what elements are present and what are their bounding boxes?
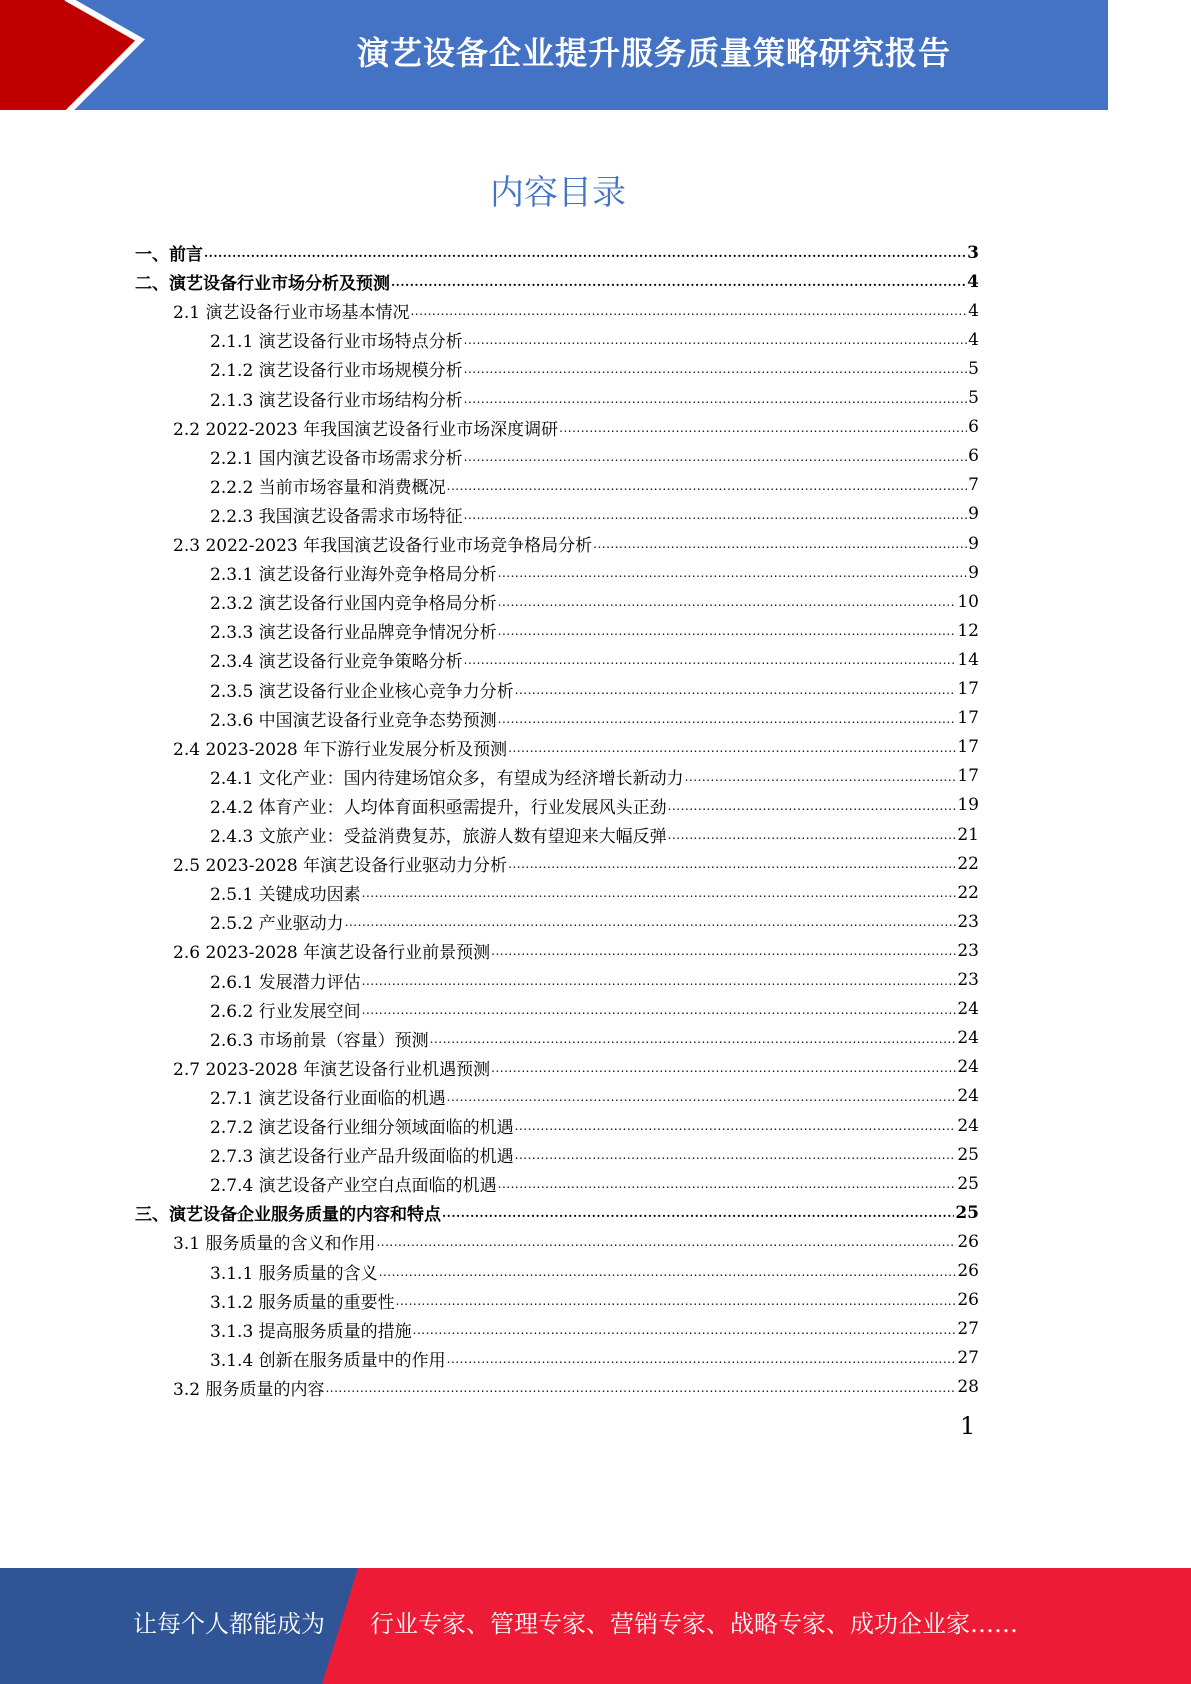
toc-leader-dots (559, 421, 967, 442)
toc-entry[interactable] (210, 1344, 979, 1373)
toc-leader-dots (498, 566, 968, 587)
toc-entry[interactable] (173, 849, 979, 878)
toc-entry-page: 4 (967, 271, 979, 292)
toc-entry-page: 27 (957, 1348, 979, 1369)
toc-entry-page: 17 (957, 708, 979, 729)
toc-entry-label: 2.2.3 我国演艺设备需求市场特征 (210, 506, 463, 527)
toc-entry[interactable] (210, 442, 979, 471)
toc-entry-page: 17 (957, 737, 979, 758)
toc-leader-dots (413, 1323, 957, 1344)
toc-entry[interactable] (210, 1169, 979, 1198)
toc-entry-label: 2.3 2022-2023 年我国演艺设备行业市场竞争格局分析 (173, 536, 593, 556)
toc-entry[interactable] (210, 325, 979, 354)
toc-entry-label: 2.4.2 体育产业：人均体育面积亟需提升，行业发展风头正劲 (210, 797, 667, 818)
toc-entry-label: 三、演艺设备企业服务质量的内容和特点 (135, 1205, 441, 1226)
toc-entry-page: 9 (968, 562, 979, 583)
toc-entry[interactable] (135, 238, 979, 267)
report-title: 演艺设备企业提升服务质量策略研究报告 (356, 34, 951, 72)
toc-leader-dots (491, 1061, 956, 1082)
toc-entry-label: 2.7.3 演艺设备行业产品升级面临的机遇 (210, 1147, 514, 1168)
toc-leader-dots (464, 508, 968, 529)
toc-leader-dots (498, 624, 957, 645)
toc-leader-dots (410, 304, 967, 325)
toc-entry-label: 2.6.1 发展潜力评估 (210, 972, 361, 993)
toc-entry-page: 9 (968, 504, 979, 525)
toc-entry[interactable] (210, 471, 979, 500)
toc-entry-page: 6 (968, 417, 979, 438)
toc-entry-page: 24 (957, 999, 979, 1020)
toc-leader-dots (447, 479, 968, 500)
toc-entry[interactable] (210, 820, 979, 849)
toc-entry-label: 2.3.2 演艺设备行业国内竞争格局分析 (210, 594, 497, 615)
toc-entry-page: 24 (957, 1115, 979, 1136)
toc-entry-label: 2.4.1 文化产业：国内待建场馆众多，有望成为经济增长新动力 (210, 768, 684, 789)
toc-entry-page: 3 (967, 242, 979, 263)
toc-entry-page: 5 (968, 388, 979, 408)
toc-leader-dots (464, 392, 968, 413)
toc-entry[interactable] (173, 529, 979, 558)
toc-heading (0, 165, 1191, 214)
toc-entry[interactable] (210, 675, 979, 704)
toc-leader-dots (325, 1381, 956, 1402)
toc-entry-label: 2.4 2023-2028 年下游行业发展分析及预测 (173, 739, 508, 760)
toc-entry[interactable] (210, 1111, 979, 1140)
toc-entry[interactable] (210, 762, 979, 791)
toc-entry-label: 2.6.2 行业发展空间 (210, 1001, 361, 1022)
toc-heading-text: 内容目录 (490, 173, 626, 213)
toc-entry-label: 二、演艺设备行业市场分析及预测 (135, 274, 390, 295)
toc-leader-dots (396, 1294, 957, 1315)
toc-leader-dots (515, 1119, 957, 1140)
toc-entry-label: 2.1.1 演艺设备行业市场特点分析 (210, 332, 463, 353)
toc-entry-label: 2.7.4 演艺设备产业空白点面临的机遇 (210, 1176, 497, 1197)
toc-entry[interactable] (135, 1198, 979, 1227)
toc-leader-dots (668, 799, 957, 820)
toc-entry-page: 17 (957, 766, 979, 787)
toc-entry-label: 2.5 2023-2028 年演艺设备行业驱动力分析 (173, 856, 508, 877)
toc-entry[interactable] (210, 587, 979, 616)
toc-leader-dots (362, 886, 957, 907)
toc-entry-label: 2.2 2022-2023 年我国演艺设备行业市场深度调研 (173, 419, 559, 440)
toc-entry-page: 4 (968, 300, 979, 321)
toc-leader-dots (391, 275, 966, 296)
toc-leader-dots (447, 1090, 957, 1111)
toc-entry[interactable] (173, 936, 979, 965)
toc-leader-dots (515, 1148, 957, 1169)
toc-leader-dots (508, 857, 956, 878)
toc-entry-label: 2.7.1 演艺设备行业面临的机遇 (210, 1088, 446, 1109)
toc-entry-label: 2.7.2 演艺设备行业细分领域面临的机遇 (210, 1118, 514, 1138)
toc-leader-dots (464, 362, 968, 383)
toc-leader-dots (464, 653, 957, 674)
toc-leader-dots (362, 974, 957, 995)
toc-leader-dots (593, 537, 967, 558)
toc-entry-page: 24 (957, 1057, 979, 1078)
toc-entry[interactable] (173, 733, 979, 762)
toc-entry[interactable] (210, 878, 979, 907)
toc-entry[interactable] (210, 1257, 979, 1286)
toc-entry[interactable] (210, 384, 979, 413)
toc-entry-page: 27 (957, 1319, 979, 1340)
toc-entry-label: 2.3.5 演艺设备行业企业核心竞争力分析 (210, 681, 514, 702)
toc-entry-page: 14 (957, 649, 979, 670)
toc-entry[interactable] (173, 413, 979, 442)
toc-entry-label: 2.5.1 关键成功因素 (210, 885, 361, 906)
toc-entry[interactable] (210, 1315, 979, 1344)
toc-entry-page: 24 (957, 1086, 979, 1107)
toc-entry-page: 23 (957, 970, 979, 990)
toc-entry-page: 22 (957, 882, 979, 903)
toc-entry-page: 25 (957, 1173, 979, 1194)
toc-leader-dots (362, 1003, 957, 1024)
toc-entry-label: 2.3.1 演艺设备行业海外竞争格局分析 (210, 565, 497, 586)
toc-entry[interactable] (173, 1227, 979, 1256)
toc-entry[interactable] (210, 645, 979, 674)
toc-leader-dots (345, 915, 957, 936)
toc-entry-page: 26 (957, 1231, 979, 1252)
toc-leader-dots (498, 595, 957, 616)
toc-entry[interactable] (135, 267, 979, 296)
toc-entry-page: 23 (957, 940, 979, 961)
toc-entry-label: 2.6.3 市场前景（容量）预测 (210, 1030, 429, 1051)
toc-leader-dots (515, 683, 957, 704)
header-banner (0, 0, 1108, 110)
toc-entry[interactable] (210, 995, 979, 1024)
toc-entry[interactable] (173, 1053, 979, 1082)
toc-entry[interactable] (210, 1082, 979, 1111)
toc-entry-page: 22 (957, 853, 979, 874)
toc-entry[interactable] (210, 500, 979, 529)
toc-leader-dots (685, 770, 957, 791)
toc-entry[interactable] (173, 1373, 979, 1402)
red-arrow-logo (0, 0, 160, 110)
toc-entry-page: 10 (957, 591, 979, 612)
toc-entry-label: 3.1.2 服务质量的重要性 (210, 1292, 395, 1313)
footer-slogan-right: 行业专家、管理专家、营销专家、战略专家、成功企业家…… (370, 1610, 1018, 1638)
footer-slogan-left: 让每个人都能成为 (133, 1610, 325, 1638)
toc-entry-page: 25 (955, 1202, 979, 1223)
toc-leader-dots (464, 333, 968, 354)
toc-entry-label: 2.2.2 当前市场容量和消费概况 (210, 477, 446, 498)
toc-entry-page: 7 (968, 475, 979, 496)
toc-leader-dots (464, 450, 968, 471)
toc-leader-dots (668, 828, 957, 849)
toc-leader-dots (508, 741, 956, 762)
toc-entry-label: 一、前言 (135, 245, 203, 265)
toc-entry-page: 25 (957, 1144, 979, 1165)
toc-entry-page: 28 (957, 1377, 979, 1398)
footer-banner (0, 1568, 1191, 1684)
toc-entry-label: 2.1.2 演艺设备行业市场规模分析 (210, 361, 463, 382)
toc-entry-label: 3.1 服务质量的含义和作用 (173, 1234, 376, 1255)
toc-entry-page: 9 (968, 533, 979, 554)
toc-entry[interactable] (173, 296, 979, 325)
toc-entry[interactable] (210, 558, 979, 587)
toc-entry-page: 26 (957, 1290, 979, 1311)
toc-entry-label: 2.4.3 文旅产业：受益消费复苏，旅游人数有望迎来大幅反弹 (210, 827, 667, 847)
toc-entry-label: 3.1.4 创新在服务质量中的作用 (210, 1350, 446, 1371)
toc-entry-page: 23 (957, 911, 979, 932)
toc-entry-label: 2.1 演艺设备行业市场基本情况 (173, 303, 410, 324)
toc-leader-dots (442, 1206, 954, 1227)
toc-entry-label: 3.1.3 提高服务质量的措施 (210, 1321, 412, 1342)
page-number: 1 (960, 1412, 976, 1440)
toc-entry-label: 2.6 2023-2028 年演艺设备行业前景预测 (173, 943, 491, 964)
toc-entry[interactable] (210, 907, 979, 936)
toc-entry-page: 17 (957, 679, 979, 699)
toc-entry[interactable] (210, 966, 979, 995)
toc-entry-label: 2.3.3 演艺设备行业品牌竞争情况分析 (210, 623, 497, 644)
toc-entry-label: 3.1.1 服务质量的含义 (210, 1263, 378, 1284)
toc-entry-label: 3.2 服务质量的内容 (173, 1379, 325, 1400)
toc-entry-page: 21 (957, 824, 979, 845)
toc-entry[interactable] (210, 791, 979, 820)
toc-entry-page: 12 (957, 620, 979, 641)
toc-entry-page: 4 (968, 329, 979, 350)
toc-entry[interactable] (210, 354, 979, 383)
toc-entry-label: 2.7 2023-2028 年演艺设备行业机遇预测 (173, 1059, 491, 1080)
toc-leader-dots (204, 246, 966, 267)
toc-entry-page: 26 (957, 1261, 979, 1281)
toc-leader-dots (498, 712, 957, 733)
toc-entry-page: 6 (968, 446, 979, 467)
toc-entry-page: 24 (957, 1028, 979, 1049)
toc-entry[interactable] (210, 1024, 979, 1053)
toc-leader-dots (491, 944, 956, 965)
toc-leader-dots (376, 1235, 956, 1256)
toc-entry-label: 2.2.1 国内演艺设备市场需求分析 (210, 448, 463, 469)
toc-entry-page: 5 (968, 358, 979, 379)
toc-entry[interactable] (210, 1286, 979, 1315)
toc-entry-label: 2.3.6 中国演艺设备行业竞争态势预测 (210, 710, 497, 731)
toc-leader-dots (379, 1265, 957, 1286)
toc-entry[interactable] (210, 1140, 979, 1169)
toc-entry-label: 2.1.3 演艺设备行业市场结构分析 (210, 390, 463, 411)
toc-entry-label: 2.5.2 产业驱动力 (210, 914, 344, 935)
toc-leader-dots (498, 1177, 957, 1198)
toc-entry[interactable] (210, 616, 979, 645)
toc-leader-dots (430, 1032, 957, 1053)
toc-entry[interactable] (210, 704, 979, 733)
toc-entry-page: 19 (957, 795, 979, 816)
toc-leader-dots (447, 1352, 957, 1373)
toc-entry-label: 2.3.4 演艺设备行业竞争策略分析 (210, 652, 463, 673)
